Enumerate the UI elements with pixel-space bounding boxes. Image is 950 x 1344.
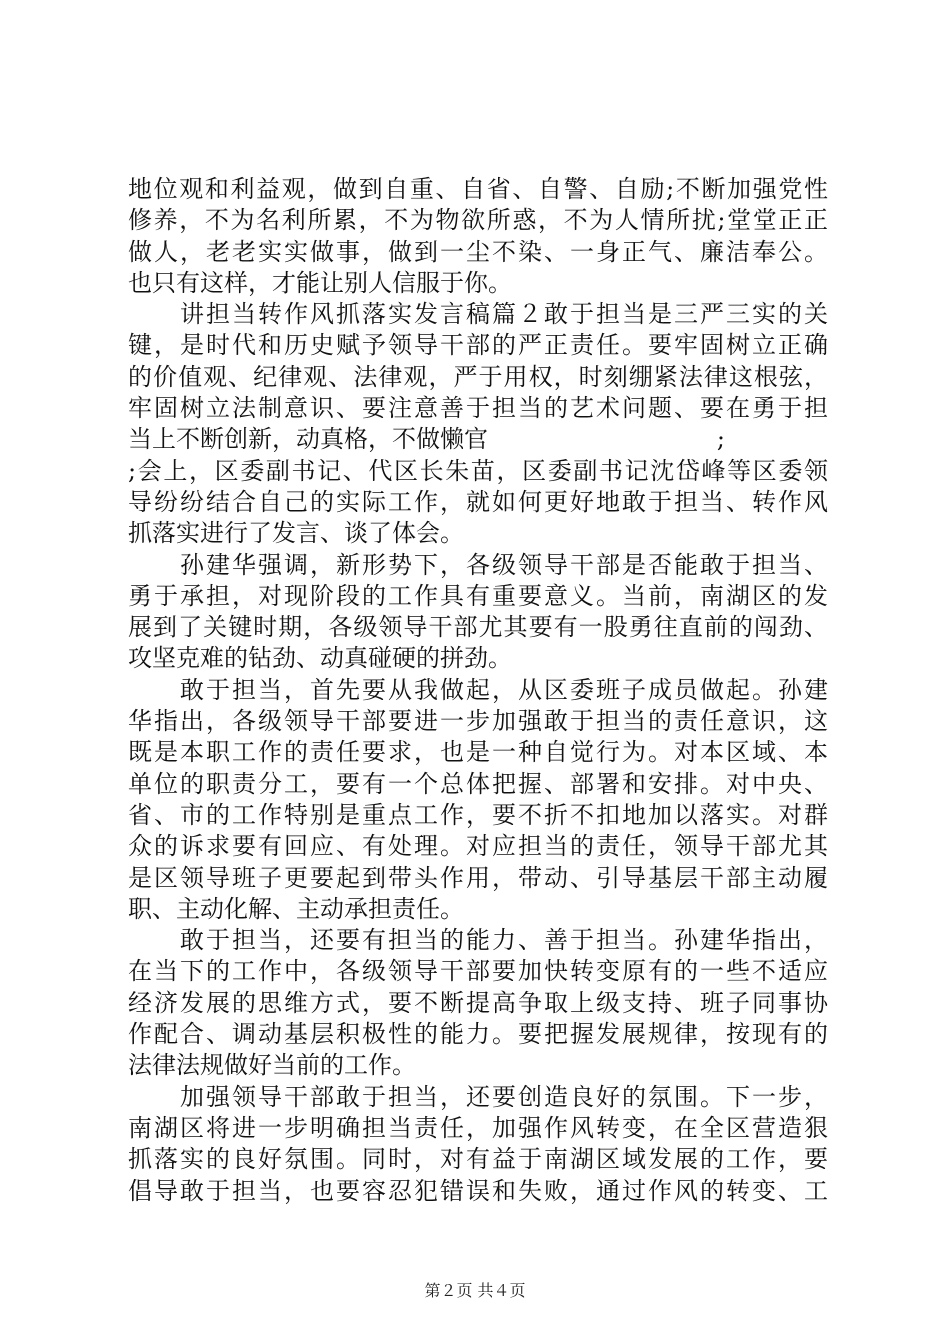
text-line: 敢于担当，还要有担当的能力、善于担当。孙建华指出， bbox=[128, 926, 828, 955]
text-line: 职、主动化解、主动承担责任。 bbox=[128, 894, 464, 923]
document-body bbox=[128, 174, 828, 1207]
text-line: 地位观和利益观，做到自重、自省、自警、自励;不断加强党性 bbox=[128, 175, 828, 203]
text-line: 作配合、调动基层积极性的能力。要把握发展规律，按现有的 bbox=[128, 1020, 828, 1049]
text-line: 法律法规做好当前的工作。 bbox=[128, 1051, 416, 1080]
text-line: 攻坚克难的钻劲、动真碰硬的拼劲。 bbox=[128, 644, 512, 673]
text-line: 也只有这样，才能让别人信服于你。 bbox=[128, 268, 512, 297]
text-line: 倡导敢于担当，也要容忍犯错误和失败，通过作风的转变、工 bbox=[128, 1176, 828, 1205]
text-line: 抓落实进行了发言、谈了体会。 bbox=[128, 519, 464, 548]
text-line: 修养，不为名利所累，不为物欲所惑，不为人情所扰;堂堂正正 bbox=[128, 206, 828, 235]
page-footer: 第２页 共４页 bbox=[424, 1281, 526, 1300]
text-line: 既是本职工作的责任要求，也是一种自觉行为。对本区域、本 bbox=[128, 738, 828, 767]
text-line: 众的诉求要有回应、有处理。对应担当的责任，领导干部尤其 bbox=[128, 832, 828, 861]
text-line: 做人，老老实实做事，做到一尘不染、一身正气、廉洁奉公。 bbox=[128, 237, 828, 266]
text-line: 牢固树立法制意识、要注意善于担当的艺术问题、要在勇于担 bbox=[128, 394, 828, 423]
text-line: 单位的职责分工，要有一个总体把握、部署和安排。对中央、 bbox=[128, 769, 828, 798]
text-line: 键，是时代和历史赋予领导干部的严正责任。要牢固树立正确 bbox=[128, 331, 828, 360]
text-line: ;会上，区委副书记、代区长朱苗，区委副书记沈岱峰等区委领 bbox=[128, 456, 828, 485]
text-line: 讲担当转作风抓落实发言稿篇２敢于担当是三严三实的关 bbox=[128, 300, 828, 329]
text-line: 是区领导班子更要起到带头作用，带动、引导基层干部主动履 bbox=[128, 863, 828, 892]
text-line: 华指出，各级领导干部要进一步加强敢于担当的责任意识，这 bbox=[128, 707, 828, 736]
text-line: 展到了关键时期，各级领导干部尤其要有一股勇往直前的闯劲、 bbox=[128, 613, 828, 642]
text-line: 南湖区将进一步明确担当责任，加强作风转变，在全区营造狠 bbox=[128, 1113, 828, 1142]
text-line: 抓落实的良好氛围。同时，对有益于南湖区域发展的工作，要 bbox=[128, 1145, 828, 1174]
text-line: 的价值观、纪律观、法律观，严于用权，时刻绷紧法律这根弦， bbox=[128, 362, 828, 391]
text-line: 勇于承担，对现阶段的工作具有重要意义。当前，南湖区的发 bbox=[128, 581, 828, 610]
text-line: 经济发展的思维方式，要不断提高争取上级支持、班子同事协 bbox=[128, 988, 828, 1017]
text-line: 当上不断创新，动真格，不做懒官 ; bbox=[128, 425, 725, 454]
text-line: 敢于担当，首先要从我做起，从区委班子成员做起。孙建 bbox=[128, 675, 828, 704]
text-line: 省、市的工作特别是重点工作，要不折不扣地加以落实。对群 bbox=[128, 800, 828, 829]
text-line: 加强领导干部敢于担当，还要创造良好的氛围。下一步， bbox=[128, 1082, 828, 1111]
text-line: 导纷纷结合自己的实际工作，就如何更好地敢于担当、转作风 bbox=[128, 487, 828, 516]
text-line: 孙建华强调，新形势下，各级领导干部是否能敢于担当、 bbox=[128, 550, 828, 579]
text-line: 在当下的工作中，各级领导干部要加快转变原有的一些不适应 bbox=[128, 957, 828, 986]
